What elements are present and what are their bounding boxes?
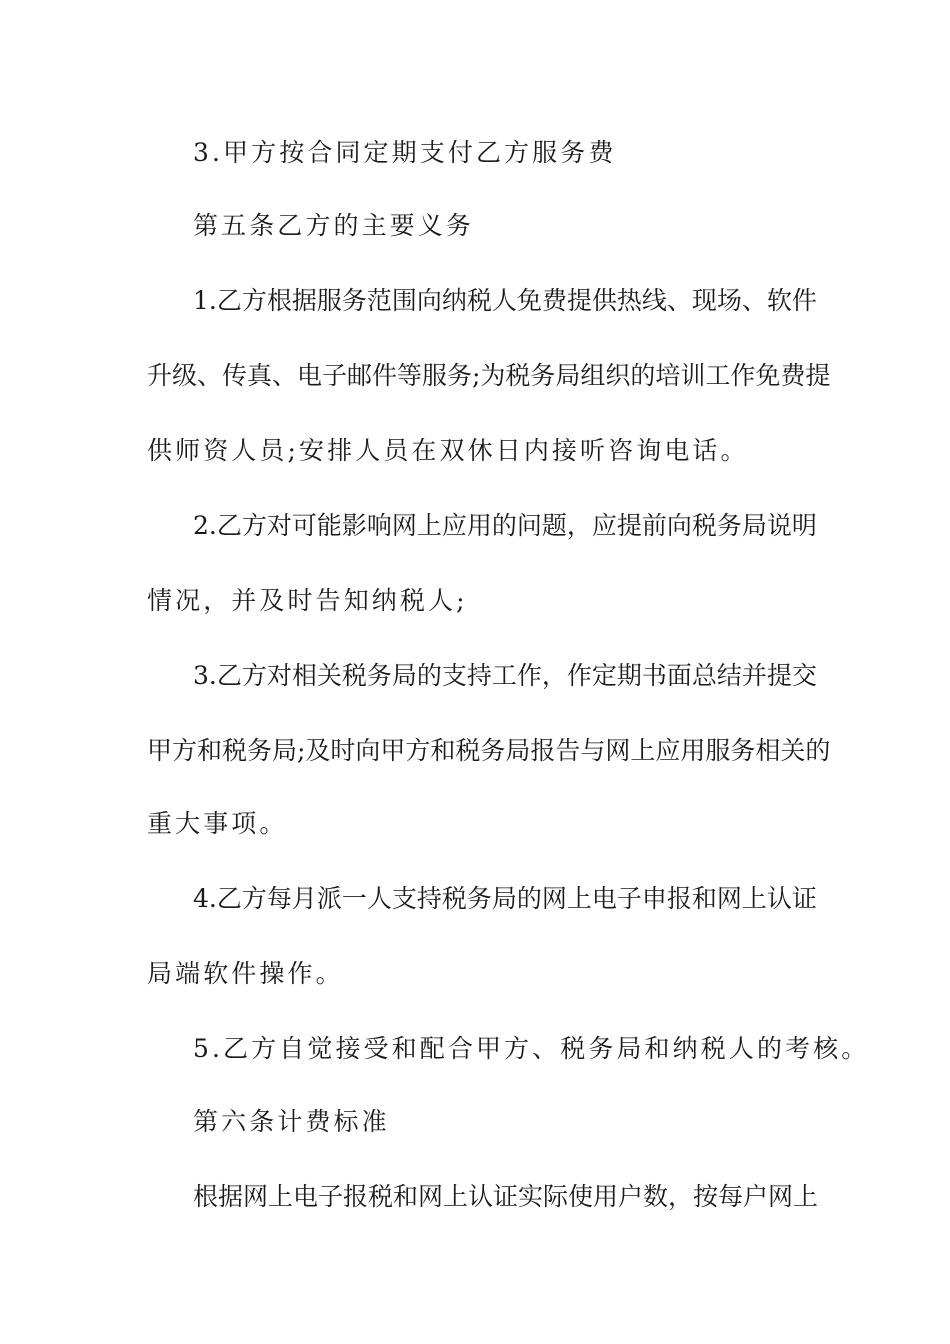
paragraph-line: 升级、传真、电子邮件等服务;为税务局组织的培训工作免费提 xyxy=(147,361,831,390)
paragraph-line: 重大事项。 xyxy=(147,809,288,838)
paragraph-line: 5.乙方自觉接受和配合甲方、税务局和纳税人的考核。 xyxy=(193,1034,870,1063)
paragraph-line: 1.乙方根据服务范围向纳税人免费提供热线、现场、软件 xyxy=(193,286,817,315)
paragraph-line: 4.乙方每月派一人支持税务局的网上电子申报和网上认证 xyxy=(193,884,817,913)
paragraph-line: 2.乙方对可能影响网上应用的问题，应提前向税务局说明 xyxy=(193,511,817,540)
paragraph-line: 3.甲方按合同定期支付乙方服务费 xyxy=(193,138,617,167)
paragraph-line: 局端软件操作。 xyxy=(147,959,344,988)
paragraph-line: 甲方和税务局;及时向甲方和税务局报告与网上应用服务相关的 xyxy=(147,736,831,765)
paragraph-line: 根据网上电子报税和网上认证实际使用户数，按每户网上 xyxy=(193,1182,819,1211)
paragraph-line: 3.乙方对相关税务局的支持工作，作定期书面总结并提交 xyxy=(193,661,817,690)
paragraph-line: 供师资人员;安排人员在双休日内接听咨询电话。 xyxy=(147,436,749,465)
section-heading: 第五条乙方的主要义务 xyxy=(193,211,475,240)
section-heading: 第六条计费标准 xyxy=(193,1107,390,1136)
paragraph-line: 情况，并及时告知纳税人; xyxy=(147,586,468,615)
